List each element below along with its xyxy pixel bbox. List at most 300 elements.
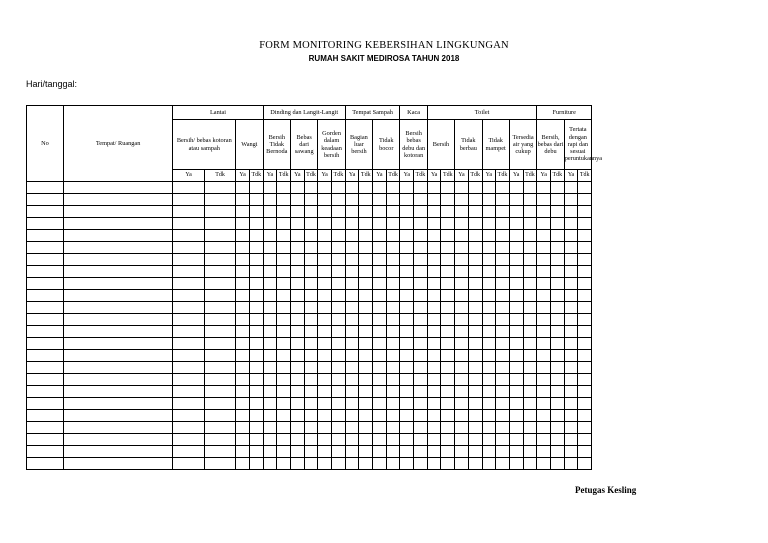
table-cell[interactable] [400,374,414,386]
table-cell[interactable] [455,446,469,458]
table-cell[interactable] [290,398,304,410]
table-cell[interactable] [359,242,373,254]
table-cell[interactable] [277,218,291,230]
table-cell[interactable] [578,314,592,326]
table-cell[interactable] [204,302,235,314]
table-cell[interactable] [345,230,359,242]
table-cell[interactable] [345,206,359,218]
table-cell[interactable] [482,266,496,278]
table-cell[interactable] [414,326,428,338]
table-cell[interactable] [290,338,304,350]
table-cell[interactable] [27,410,64,422]
table-cell[interactable] [290,410,304,422]
table-cell[interactable] [496,218,510,230]
table-cell[interactable] [455,422,469,434]
table-cell[interactable] [482,314,496,326]
table-cell[interactable] [496,194,510,206]
table-cell[interactable] [304,338,318,350]
table-cell[interactable] [263,314,277,326]
table-cell[interactable] [173,230,204,242]
table-cell[interactable] [304,458,318,470]
table-cell[interactable] [537,422,551,434]
table-cell[interactable] [414,218,428,230]
table-cell[interactable] [427,410,441,422]
table-cell[interactable] [496,230,510,242]
table-cell[interactable] [318,242,332,254]
table-cell[interactable] [496,254,510,266]
table-cell[interactable] [551,374,565,386]
table-cell[interactable] [263,194,277,206]
table-cell[interactable] [523,398,537,410]
table-cell[interactable] [290,326,304,338]
table-cell[interactable] [290,446,304,458]
table-cell[interactable] [537,242,551,254]
table-cell[interactable] [427,314,441,326]
table-cell[interactable] [400,254,414,266]
table-cell[interactable] [345,338,359,350]
table-cell[interactable] [482,362,496,374]
table-cell[interactable] [400,326,414,338]
table-cell[interactable] [263,242,277,254]
table-cell[interactable] [373,242,387,254]
table-cell[interactable] [564,434,578,446]
table-cell[interactable] [386,254,400,266]
table-cell[interactable] [204,362,235,374]
table-cell[interactable] [345,266,359,278]
table-cell[interactable] [441,194,455,206]
table-cell[interactable] [263,374,277,386]
table-cell[interactable] [359,314,373,326]
table-cell[interactable] [373,362,387,374]
table-cell[interactable] [578,206,592,218]
table-cell[interactable] [386,206,400,218]
table-cell[interactable] [386,182,400,194]
table-cell[interactable] [304,194,318,206]
table-cell[interactable] [173,242,204,254]
table-cell[interactable] [359,458,373,470]
table-cell[interactable] [345,362,359,374]
table-cell[interactable] [359,374,373,386]
table-cell[interactable] [173,302,204,314]
table-cell[interactable] [482,338,496,350]
table-cell[interactable] [578,350,592,362]
table-cell[interactable] [27,302,64,314]
table-cell[interactable] [578,338,592,350]
table-cell[interactable] [564,242,578,254]
table-cell[interactable] [63,182,172,194]
table-cell[interactable] [414,206,428,218]
table-cell[interactable] [332,314,346,326]
table-cell[interactable] [564,290,578,302]
table-cell[interactable] [482,374,496,386]
table-cell[interactable] [332,350,346,362]
table-cell[interactable] [332,206,346,218]
table-cell[interactable] [414,458,428,470]
table-cell[interactable] [523,302,537,314]
table-cell[interactable] [27,398,64,410]
table-cell[interactable] [509,266,523,278]
table-cell[interactable] [204,386,235,398]
table-cell[interactable] [427,446,441,458]
table-cell[interactable] [551,290,565,302]
table-cell[interactable] [455,362,469,374]
table-cell[interactable] [27,446,64,458]
table-cell[interactable] [414,242,428,254]
table-cell[interactable] [564,302,578,314]
table-cell[interactable] [249,266,263,278]
table-cell[interactable] [318,362,332,374]
table-cell[interactable] [427,278,441,290]
table-cell[interactable] [468,194,482,206]
table-cell[interactable] [173,398,204,410]
table-cell[interactable] [63,422,172,434]
table-cell[interactable] [468,302,482,314]
table-cell[interactable] [386,194,400,206]
table-cell[interactable] [509,206,523,218]
table-cell[interactable] [63,458,172,470]
table-cell[interactable] [414,290,428,302]
table-cell[interactable] [27,338,64,350]
table-cell[interactable] [468,362,482,374]
table-cell[interactable] [414,182,428,194]
table-cell[interactable] [173,350,204,362]
table-cell[interactable] [332,434,346,446]
table-cell[interactable] [400,422,414,434]
table-cell[interactable] [236,458,250,470]
table-cell[interactable] [468,218,482,230]
table-cell[interactable] [304,434,318,446]
table-cell[interactable] [63,314,172,326]
table-cell[interactable] [359,362,373,374]
table-cell[interactable] [263,254,277,266]
table-cell[interactable] [373,458,387,470]
table-cell[interactable] [345,254,359,266]
table-cell[interactable] [318,422,332,434]
table-cell[interactable] [564,266,578,278]
table-cell[interactable] [537,386,551,398]
table-cell[interactable] [414,410,428,422]
table-cell[interactable] [482,230,496,242]
table-cell[interactable] [482,278,496,290]
table-cell[interactable] [249,278,263,290]
table-cell[interactable] [386,410,400,422]
table-cell[interactable] [332,386,346,398]
table-cell[interactable] [468,410,482,422]
table-cell[interactable] [551,434,565,446]
table-cell[interactable] [427,434,441,446]
table-cell[interactable] [496,422,510,434]
table-cell[interactable] [523,362,537,374]
table-cell[interactable] [204,398,235,410]
table-cell[interactable] [304,350,318,362]
table-cell[interactable] [204,446,235,458]
table-cell[interactable] [318,254,332,266]
table-cell[interactable] [332,254,346,266]
table-cell[interactable] [290,422,304,434]
table-cell[interactable] [277,182,291,194]
table-cell[interactable] [400,362,414,374]
table-cell[interactable] [537,254,551,266]
table-cell[interactable] [509,314,523,326]
table-cell[interactable] [249,194,263,206]
table-cell[interactable] [27,362,64,374]
table-cell[interactable] [345,182,359,194]
table-cell[interactable] [523,446,537,458]
table-cell[interactable] [359,182,373,194]
table-cell[interactable] [332,290,346,302]
table-cell[interactable] [277,362,291,374]
table-cell[interactable] [27,374,64,386]
table-cell[interactable] [496,182,510,194]
table-cell[interactable] [441,314,455,326]
table-cell[interactable] [455,458,469,470]
table-cell[interactable] [523,290,537,302]
table-cell[interactable] [318,194,332,206]
table-cell[interactable] [345,410,359,422]
table-cell[interactable] [373,374,387,386]
table-cell[interactable] [332,422,346,434]
table-cell[interactable] [523,326,537,338]
table-cell[interactable] [345,290,359,302]
table-cell[interactable] [359,302,373,314]
table-cell[interactable] [482,326,496,338]
table-cell[interactable] [277,386,291,398]
table-cell[interactable] [455,242,469,254]
table-cell[interactable] [173,374,204,386]
table-cell[interactable] [236,386,250,398]
table-cell[interactable] [63,290,172,302]
table-cell[interactable] [455,218,469,230]
table-cell[interactable] [249,206,263,218]
table-cell[interactable] [304,266,318,278]
table-cell[interactable] [373,386,387,398]
table-cell[interactable] [63,278,172,290]
table-cell[interactable] [509,374,523,386]
table-cell[interactable] [468,182,482,194]
table-cell[interactable] [564,374,578,386]
table-cell[interactable] [236,182,250,194]
table-cell[interactable] [318,326,332,338]
table-cell[interactable] [332,338,346,350]
table-cell[interactable] [263,398,277,410]
table-cell[interactable] [63,374,172,386]
table-cell[interactable] [509,194,523,206]
table-cell[interactable] [509,410,523,422]
table-cell[interactable] [537,266,551,278]
table-cell[interactable] [414,398,428,410]
table-cell[interactable] [400,350,414,362]
table-cell[interactable] [386,314,400,326]
table-cell[interactable] [359,446,373,458]
table-cell[interactable] [509,218,523,230]
table-cell[interactable] [400,290,414,302]
table-cell[interactable] [441,422,455,434]
table-cell[interactable] [551,314,565,326]
table-cell[interactable] [236,230,250,242]
table-cell[interactable] [551,326,565,338]
table-cell[interactable] [551,302,565,314]
table-cell[interactable] [373,266,387,278]
table-cell[interactable] [290,278,304,290]
table-cell[interactable] [304,410,318,422]
table-cell[interactable] [400,206,414,218]
table-cell[interactable] [290,242,304,254]
table-cell[interactable] [318,398,332,410]
table-cell[interactable] [537,398,551,410]
table-cell[interactable] [27,254,64,266]
table-cell[interactable] [373,326,387,338]
table-cell[interactable] [509,386,523,398]
table-cell[interactable] [345,302,359,314]
table-cell[interactable] [414,230,428,242]
table-cell[interactable] [290,374,304,386]
table-cell[interactable] [523,374,537,386]
table-cell[interactable] [564,338,578,350]
table-cell[interactable] [173,434,204,446]
table-cell[interactable] [468,314,482,326]
table-cell[interactable] [509,338,523,350]
table-cell[interactable] [427,458,441,470]
table-cell[interactable] [496,434,510,446]
table-cell[interactable] [441,398,455,410]
table-cell[interactable] [509,398,523,410]
table-cell[interactable] [386,434,400,446]
table-cell[interactable] [564,446,578,458]
table-cell[interactable] [27,326,64,338]
table-cell[interactable] [427,206,441,218]
table-cell[interactable] [277,410,291,422]
table-cell[interactable] [427,386,441,398]
table-cell[interactable] [249,398,263,410]
table-cell[interactable] [551,278,565,290]
table-cell[interactable] [332,326,346,338]
table-cell[interactable] [523,434,537,446]
table-cell[interactable] [455,326,469,338]
table-cell[interactable] [318,206,332,218]
table-cell[interactable] [345,326,359,338]
table-cell[interactable] [277,314,291,326]
table-cell[interactable] [386,458,400,470]
table-cell[interactable] [455,434,469,446]
table-cell[interactable] [537,350,551,362]
table-cell[interactable] [468,290,482,302]
table-cell[interactable] [63,362,172,374]
table-cell[interactable] [318,182,332,194]
table-cell[interactable] [578,218,592,230]
table-cell[interactable] [304,446,318,458]
table-cell[interactable] [204,266,235,278]
table-cell[interactable] [427,266,441,278]
table-cell[interactable] [236,398,250,410]
table-cell[interactable] [277,398,291,410]
table-cell[interactable] [427,398,441,410]
table-cell[interactable] [386,302,400,314]
table-cell[interactable] [496,410,510,422]
table-cell[interactable] [441,218,455,230]
table-cell[interactable] [173,446,204,458]
table-cell[interactable] [441,446,455,458]
table-cell[interactable] [414,386,428,398]
table-cell[interactable] [373,314,387,326]
table-cell[interactable] [496,362,510,374]
table-cell[interactable] [509,434,523,446]
table-cell[interactable] [386,278,400,290]
table-cell[interactable] [496,398,510,410]
table-cell[interactable] [414,362,428,374]
table-cell[interactable] [359,266,373,278]
table-cell[interactable] [277,338,291,350]
table-cell[interactable] [318,446,332,458]
table-cell[interactable] [249,374,263,386]
table-cell[interactable] [578,242,592,254]
table-cell[interactable] [290,182,304,194]
table-cell[interactable] [249,410,263,422]
table-cell[interactable] [249,182,263,194]
table-cell[interactable] [249,314,263,326]
table-cell[interactable] [263,350,277,362]
table-cell[interactable] [468,266,482,278]
table-cell[interactable] [537,290,551,302]
table-cell[interactable] [236,410,250,422]
table-cell[interactable] [359,290,373,302]
table-cell[interactable] [537,218,551,230]
table-cell[interactable] [345,194,359,206]
table-cell[interactable] [263,434,277,446]
table-cell[interactable] [455,230,469,242]
table-cell[interactable] [578,290,592,302]
table-cell[interactable] [414,374,428,386]
table-cell[interactable] [414,338,428,350]
table-cell[interactable] [236,278,250,290]
table-cell[interactable] [304,386,318,398]
table-cell[interactable] [345,374,359,386]
table-cell[interactable] [304,326,318,338]
table-cell[interactable] [564,230,578,242]
table-cell[interactable] [318,386,332,398]
table-cell[interactable] [482,434,496,446]
table-cell[interactable] [509,326,523,338]
table-cell[interactable] [386,362,400,374]
table-cell[interactable] [496,446,510,458]
table-cell[interactable] [496,458,510,470]
table-cell[interactable] [496,314,510,326]
table-cell[interactable] [427,338,441,350]
table-cell[interactable] [523,242,537,254]
table-cell[interactable] [578,374,592,386]
table-cell[interactable] [496,290,510,302]
table-cell[interactable] [236,338,250,350]
table-cell[interactable] [63,242,172,254]
table-cell[interactable] [414,254,428,266]
table-cell[interactable] [173,182,204,194]
table-cell[interactable] [400,458,414,470]
table-cell[interactable] [63,254,172,266]
table-cell[interactable] [455,302,469,314]
table-cell[interactable] [482,194,496,206]
table-cell[interactable] [441,350,455,362]
table-cell[interactable] [173,254,204,266]
table-cell[interactable] [236,434,250,446]
table-cell[interactable] [373,278,387,290]
table-cell[interactable] [318,302,332,314]
table-cell[interactable] [427,350,441,362]
table-cell[interactable] [332,266,346,278]
table-cell[interactable] [386,326,400,338]
table-cell[interactable] [482,302,496,314]
table-cell[interactable] [537,458,551,470]
table-cell[interactable] [414,302,428,314]
table-cell[interactable] [27,314,64,326]
